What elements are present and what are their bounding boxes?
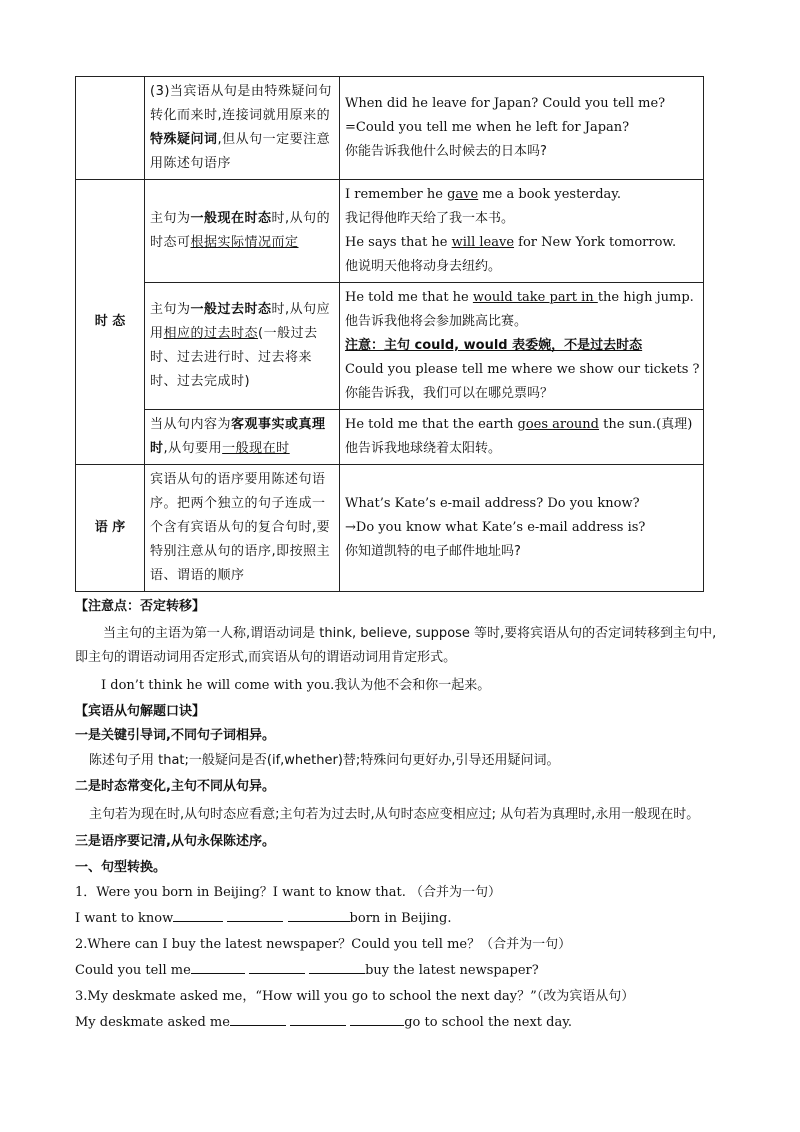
example-translation: 他告诉我地球绕着太阳转。 (345, 441, 502, 456)
answer-text: buy the latest newspaper? (365, 963, 539, 978)
section-heading: 【宾语从句解题口诀】 (75, 704, 206, 719)
example-translation: 他说明天他将动身去纽约。 (345, 259, 502, 274)
category-tense: 时 态 (76, 180, 145, 465)
example-line (345, 231, 698, 255)
answer-blank[interactable] (230, 1013, 286, 1026)
answer-text: go to school the next day. (404, 1015, 572, 1030)
rule-text: (3)当宾语从句是由特殊疑问句转化而来时,连接词就用原来的 (150, 84, 332, 123)
rule-cell: 宾语从句的语序要用陈述句语序。把两个独立的句子连成一个含有宾语从句的复合句时,要特别注意从句的语序,即按照主语、谓语的顺序 (145, 465, 340, 592)
exercise-question: 3.My deskmate asked me，“How will you go to school the next day？”（改为宾语从句） (75, 989, 635, 1004)
answer-blank[interactable] (227, 909, 283, 922)
example-line: =Could you tell me when he left for Japan? (345, 120, 630, 135)
example-text: He says that he (345, 235, 452, 250)
rule-keyword: 一般过去时态 (190, 302, 272, 317)
example-line (345, 413, 698, 437)
table-row (76, 77, 704, 180)
example-translation: 你能告诉我他什么时候去的日本吗? (345, 144, 547, 159)
table-row (76, 180, 704, 283)
rule-text: 时,从句的时态可 (150, 211, 331, 250)
example-line: →Do you know what Kate’s e-mail address is? (345, 520, 646, 535)
exercise-answer (75, 906, 725, 932)
rule-text: 当从句内容为 (150, 417, 232, 432)
rule-underlined: 根据实际情况而定 (190, 235, 299, 250)
rhyme-heading: 二是时态常变化,主句不同从句异。 (75, 779, 275, 794)
rule-text: (一般过去时、过去进行时、过去将来时、过去完成时) (150, 326, 318, 389)
rule-cell (145, 77, 340, 180)
answer-blank[interactable] (249, 961, 305, 974)
paragraph: 陈述句子用 that;一般疑问是否(if,whether)替;特殊问句更好办,引导还用疑问词。 (89, 753, 560, 768)
category-word-order: 语 序 (76, 465, 145, 592)
example-note: 注意：主句 could, would 表委婉，不是过去时态 (345, 338, 643, 353)
answer-text: My deskmate asked me (75, 1015, 230, 1030)
example-line (345, 286, 698, 310)
answer-text: I want to know (75, 911, 174, 926)
exercise-item (75, 932, 725, 984)
category-cell-empty (76, 77, 145, 180)
answer-blank[interactable] (191, 961, 245, 974)
example-translation: 我记得他昨天给了我一本书。 (345, 211, 515, 226)
answer-text: born in Beijing. (349, 911, 452, 926)
example-underlined: gave (447, 187, 479, 202)
rule-keyword: 客观事实或真理时 (150, 417, 326, 456)
example-translation: 你能告诉我，我们可以在哪兑票吗？ (345, 386, 554, 401)
example-line: Could you please tell me where we show our tickets ? (345, 362, 700, 377)
rule-underlined: 一般现在时 (222, 441, 290, 456)
example-text: me a book yesterday. (478, 187, 622, 202)
rule-keyword: 一般现在时态 (190, 211, 272, 226)
example-underlined: goes around (517, 417, 600, 432)
exercise-answer (75, 958, 725, 984)
example-text: the sun.(真理) (599, 417, 693, 432)
exercise-answer (75, 1010, 725, 1036)
example-text: He told me that he (345, 290, 473, 305)
rule-underlined: 相应的过去时态 (163, 326, 259, 341)
table-row (76, 465, 704, 592)
rule-text: 时,从句应用 (150, 302, 331, 341)
example-line: When did he leave for Japan? Could you tell me? (345, 96, 666, 111)
example-line (345, 183, 698, 207)
paragraph: 主句若为现在时,从句时态应看意;主句若为过去时,从句时态应变相应过; 从句若为真理时,永用一般现在时。 (89, 807, 700, 822)
example-cell (340, 77, 704, 180)
paragraph: 当主句的主语为第一人称,谓语动词是 think, believe, suppose 等时,要将宾语从句的否定词转移到主句中,即主句的谓语动词用否定形式,而宾语从句的谓语动词用肯定形式。 (75, 626, 717, 665)
rule-cell (145, 410, 340, 465)
example-sentence: I don’t think he will come with you.我认为他不会和你一起来。 (101, 678, 491, 693)
rule-text: ,但从句一定要注意用陈述句语序 (150, 132, 331, 171)
rhyme-heading: 三是语序要记清,从句永保陈述序。 (75, 834, 275, 849)
table-row (76, 283, 704, 410)
answer-text: Could you tell me (75, 963, 191, 978)
notes-section (75, 598, 725, 1036)
exercise-item (75, 880, 725, 932)
rhyme-heading: 一是关键引导词,不同句子词相异。 (75, 728, 275, 743)
object-clause-table (75, 76, 704, 592)
example-translation: 他告诉我他将会参加跳高比赛。 (345, 314, 528, 329)
example-cell (340, 283, 704, 410)
answer-blank[interactable] (290, 1013, 346, 1026)
rule-keyword: 特殊疑问词 (150, 132, 218, 147)
example-cell (340, 410, 704, 465)
table-row (76, 410, 704, 465)
exercise-question: 2.Where can I buy the latest newspaper？Could you tell me？（合并为一句） (75, 937, 572, 952)
rule-cell (145, 180, 340, 283)
example-line: What’s Kate’s e-mail address? Do you know? (345, 496, 640, 511)
section-heading: 【注意点：否定转移】 (75, 599, 206, 614)
example-text: I remember he (345, 187, 448, 202)
example-text: He told me that the earth (345, 417, 518, 432)
answer-blank[interactable] (173, 909, 223, 922)
answer-blank[interactable] (350, 1013, 404, 1026)
rule-text: ,从句要用 (163, 441, 223, 456)
rule-cell (145, 283, 340, 410)
exercise-question: 1．Were you born in Beijing？I want to know that. （合并为一句） (75, 885, 502, 900)
example-translation: 你知道凯特的电子邮件地址吗? (345, 544, 521, 559)
example-text: for New York tomorrow. (514, 235, 677, 250)
rule-text: 主句为 (150, 302, 191, 317)
answer-blank[interactable] (309, 961, 365, 974)
example-underlined: would take part in (472, 290, 598, 305)
example-text: the high jump. (597, 290, 694, 305)
exercise-heading: 一、句型转换。 (75, 860, 167, 875)
example-cell (340, 180, 704, 283)
example-underlined: will leave (451, 235, 515, 250)
exercise-item (75, 984, 725, 1036)
example-cell (340, 465, 704, 592)
answer-blank[interactable] (288, 909, 350, 922)
rule-text: 主句为 (150, 211, 191, 226)
